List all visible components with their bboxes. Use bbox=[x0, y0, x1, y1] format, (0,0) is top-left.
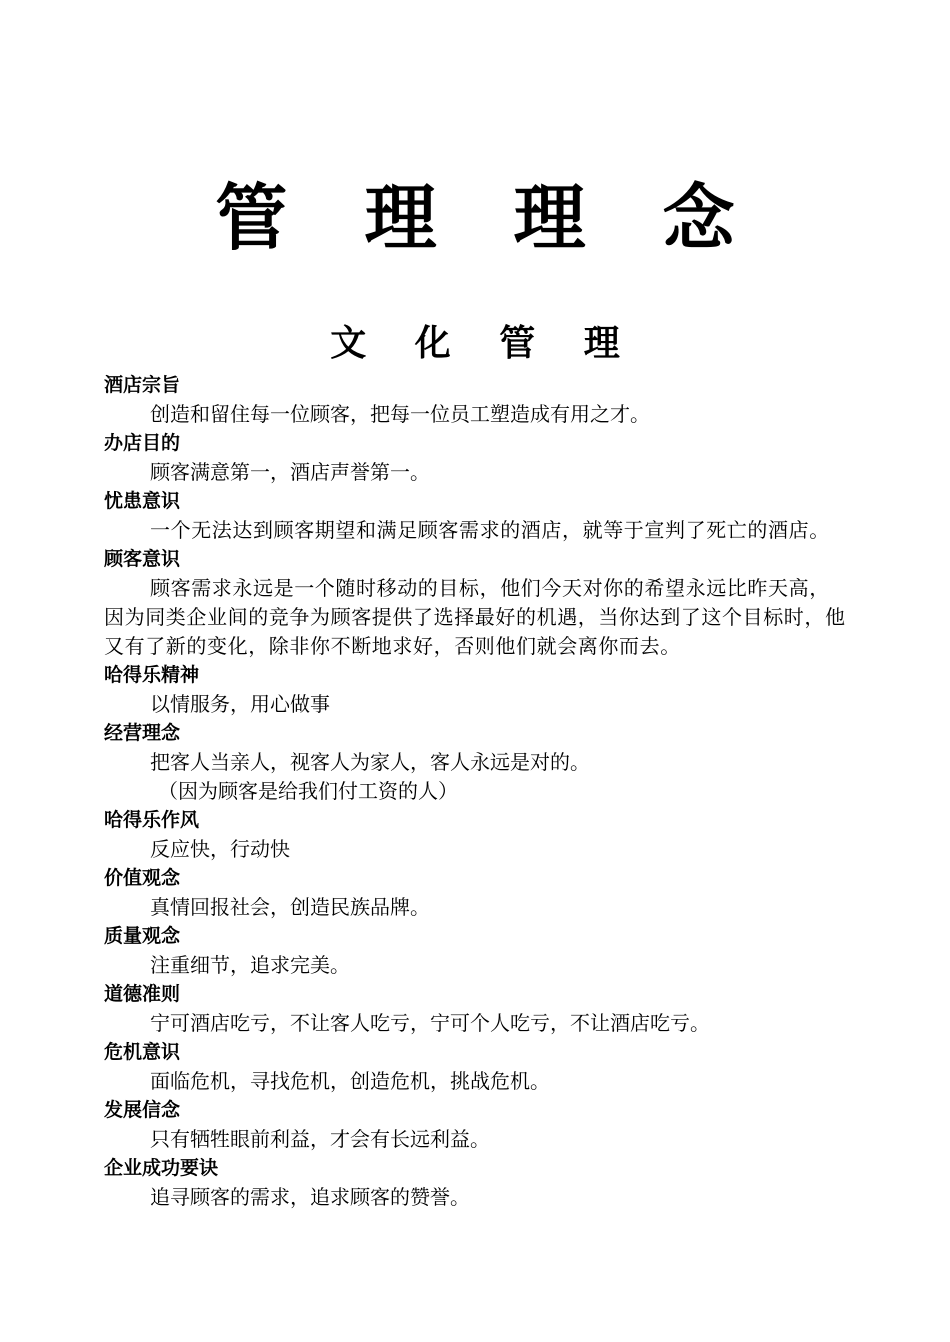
section-text: 真情回报社会，创造民族品牌。 bbox=[150, 895, 430, 919]
section-values bbox=[104, 864, 848, 922]
section-business-goal bbox=[104, 429, 848, 487]
section-text: 宁可酒店吃亏，不让客人吃亏，宁可个人吃亏，不让酒店吃亏。 bbox=[150, 1011, 710, 1035]
section-heading: 哈得乐精神 bbox=[104, 664, 200, 686]
section-development-belief bbox=[104, 1096, 848, 1154]
section-text: 反应快，行动快 bbox=[150, 837, 290, 861]
section-text: 注重细节，追求完美。 bbox=[150, 953, 350, 977]
section-heading: 价值观念 bbox=[104, 867, 181, 889]
section-text: 只有牺牲眼前利益，才会有长远利益。 bbox=[150, 1127, 490, 1151]
section-heading: 发展信念 bbox=[104, 1099, 181, 1121]
section-crisis-awareness bbox=[104, 487, 848, 545]
section-text: 追寻顾客的需求，追求顾客的赞誉。 bbox=[150, 1185, 470, 1209]
section-risk-awareness bbox=[104, 1038, 848, 1096]
section-heading: 道德准则 bbox=[104, 983, 181, 1005]
section-heading: 企业成功要诀 bbox=[104, 1157, 219, 1179]
section-spirit bbox=[104, 661, 848, 719]
section-heading: 经营理念 bbox=[104, 722, 181, 744]
section-title: 文 化 管 理 bbox=[330, 323, 638, 364]
section-text: 顾客需求永远是一个随时移动的目标，他们今天对你的希望永远比昨天高，因为同类企业间的竞争为顾客提供了选择最好的机遇，当你达到了这个目标时，他又有了新的变化，除非你不断地求好，否则他们就会离你而去。 bbox=[104, 576, 846, 658]
section-text: 顾客满意第一，酒店声誉第一。 bbox=[150, 460, 430, 484]
content-body bbox=[104, 371, 848, 1212]
section-note: （因为顾客是给我们付工资的人） bbox=[158, 779, 458, 803]
section-hotel-purpose bbox=[104, 371, 848, 429]
section-heading: 酒店宗旨 bbox=[104, 374, 181, 396]
section-text: 一个无法达到顾客期望和满足顾客需求的酒店，就等于宣判了死亡的酒店。 bbox=[150, 518, 830, 542]
section-work-style bbox=[104, 806, 848, 864]
section-quality bbox=[104, 922, 848, 980]
section-text: 把客人当亲人，视客人为家人，客人永远是对的。 bbox=[150, 750, 590, 774]
section-text: 面临危机，寻找危机，创造危机，挑战危机。 bbox=[150, 1069, 550, 1093]
section-heading: 顾客意识 bbox=[104, 548, 181, 570]
section-text: 以情服务，用心做事 bbox=[150, 692, 330, 716]
section-text: 创造和留住每一位顾客，把每一位员工塑造成有用之才。 bbox=[150, 402, 650, 426]
section-customer-awareness bbox=[104, 545, 848, 661]
page-title: 管 理 理 念 bbox=[215, 176, 761, 260]
section-heading: 忧患意识 bbox=[104, 490, 181, 512]
section-heading: 哈得乐作风 bbox=[104, 809, 200, 831]
section-heading: 危机意识 bbox=[104, 1041, 181, 1063]
section-success-key bbox=[104, 1154, 848, 1212]
section-business-philosophy bbox=[104, 719, 848, 806]
section-ethics bbox=[104, 980, 848, 1038]
section-heading: 办店目的 bbox=[104, 432, 181, 454]
section-heading: 质量观念 bbox=[104, 925, 181, 947]
